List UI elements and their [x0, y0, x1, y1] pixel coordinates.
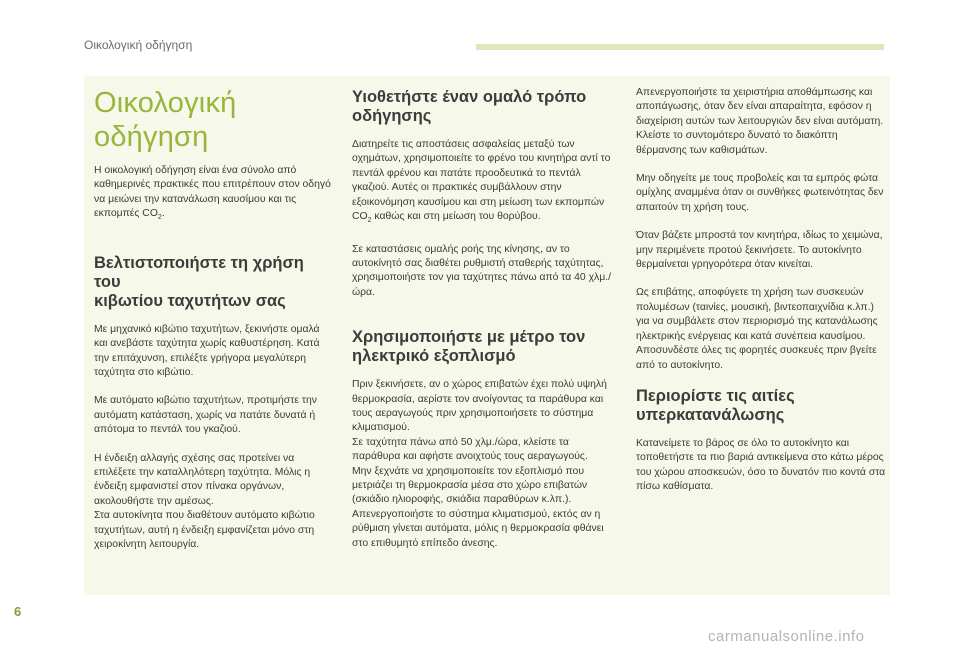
- gear-shift-indicator-paragraph: Η ένδειξη αλλαγής σχέσης σας προτείνει να επιλέξετε την καταλληλότερη ταχύτητα. Μόλις η ένδειξη εμφανιστεί στον πίνακα οργάνων, ακολουθήστε την αμέσως. Στα αυτοκίνητα που διαθέτουν αυτόματο κιβώτιο ταχυτήτων, αυτή η ένδειξη εμφανίζεται μόνο στη χειροκίνητη λειτουργία.: [94, 452, 315, 550]
- weight-distribution-paragraph: Κατανείμετε το βάρος σε όλο το αυτοκίνητο και τοποθετήστε τα πιο βαριά αντικείμενα στο κάτω μέρος του χώρου αποσκευών, όσο το δυνατόν πιο κοντά στα πίσω καθίσματα.: [636, 437, 886, 493]
- column-2: [352, 76, 614, 565]
- safe-distance-paragraph: Διατηρείτε τις αποστάσεις ασφαλείας μεταξύ των οχημάτων, χρησιμοποιείτε το φρένο του κινητήρα αντί το πεντάλ φρένου και πατάτε προοδευτικά το πεντάλ γκαζιού. Αυτές οι πρακτικές συμβάλλουν στην εξοικονόμηση καυσίμου και στη μείωση των εκπομπών $CO_2$ καθώς και στη μείωση του θορύβου.: [352, 139, 611, 225]
- gearbox-heading: Βελτιστοποιήστε τη χρήση του κιβωτίου ταχυτήτων σας: [94, 253, 304, 310]
- column-3: [636, 76, 886, 509]
- headlamps-paragraph: Μην οδηγείτε με τους προβολείς και τα εμπρός φώτα ομίχλης αναμμένα όταν οι συνθήκες φωτεινότητας δεν απαιτούν τη χρήση τους.: [636, 173, 884, 213]
- air-conditioning-paragraph: Πριν ξεκινήσετε, αν ο χώρος επιβατών έχει πολύ υψηλή θερμοκρασία, αερίστε τον ανοίγοντας τα παράθυρα και τους αεραγωγούς πριν χρησιμοποιήσετε το σύστημα κλιματισμού. Σε ταχύτητα πάνω από 50 χλμ./ώρα, κλείστε τα παράθυρα και αφήστε ανοιχτούς τους αεραγωγούς. Μην ξεχνάτε να χρησιμοποιείτε τον εξοπλισμό που μετριάζει τη θερμοκρασία μέσα στο χώρο επιβατών (σκιάδιο ηλιοροφής, σκιάδια παραθύρων κ.λπ.). Απενεργοποιήστε το σύστημα κλιματισμού, εκτός αν η ρύθμιση γίνεται αυτόματα, μόλις η θερμοκρασία φθάνει στο επιθυμητό επίπεδο άνεσης.: [352, 379, 607, 549]
- watermark: carmanualsonline.info: [708, 628, 865, 645]
- electrical-equipment-heading: Χρησιμοποιήστε με μέτρο τον ηλεκτρικό εξοπλισμό: [352, 328, 586, 366]
- automatic-gearbox-paragraph: Με αυτόματο κιβώτιο ταχυτήτων, προτιμήστε την αυτόματη κατάσταση, χωρίς να πατάτε δυνατά ή απότομα το πεντάλ του γκαζιού.: [94, 395, 317, 436]
- smooth-driving-heading: Υιοθετήστε έναν ομαλό τρόπο οδήγησης: [352, 88, 587, 125]
- demisting-paragraph: Απενεργοποιήστε τα χειριστήρια αποθάμπωσης και αποπάγωσης, όταν δεν είναι απαραίτητα, εφόσον η διαχείριση αυτών των λειτουργιών δεν είναι αυτόματη. Κλείστε το συντομότερο δυνατό το διακόπτη θέρμανσης των καθισμάτων.: [636, 87, 884, 156]
- overconsumption-heading: Περιορίστε τις αιτίες υπερκατανάλωσης: [636, 386, 795, 424]
- page-number: 6: [14, 604, 22, 619]
- manual-gearbox-paragraph: Με μηχανικό κιβώτιο ταχυτήτων, ξεκινήστε ομαλά και ανεβάστε ταχύτητα χωρίς καθυστέρηση. Κατά την επιτάχυνση, επιλέξτε γρήγορα μεγαλύτερη ταχύτητα στο κιβώτιο.: [94, 323, 320, 378]
- content-panel: [84, 76, 890, 595]
- header-accent-bar: [476, 44, 884, 50]
- cruise-control-paragraph: Σε καταστάσεις ομαλής ροής της κίνησης, αν το αυτοκίνητό σας διαθέτει ρυθμιστή σταθερής ταχύτητας, χρησιμοποιήστε τον για ταχύτητες πάνω από τα 40 χλμ./ώρα.: [352, 243, 612, 298]
- multimedia-paragraph: Ως επιβάτης, αποφύγετε τη χρήση των συσκευών πολυμέσων (ταινίες, μουσική, βιντεοπαιχνίδια κ.λπ.) για να συμβάλετε στον περιορισμό της κατανάλωσης ηλεκτρικής ενέργειας και κατά συνέπεια καυσίμου. Αποσυνδέστε όλες τις φορητές συσκευές πριν βγείτε από το αυτοκίνητο.: [636, 287, 878, 371]
- page-title: Οικολογική οδήγηση: [94, 87, 237, 153]
- column-1: [94, 76, 334, 566]
- engine-start-paragraph: Όταν βάζετε μπροστά τον κινητήρα, ιδίως το χειμώνα, μην περιμένετε προτού ξεκινήσετε. Το αυτοκίνητο θερμαίνεται γρηγορότερα όταν κινείται.: [636, 230, 883, 271]
- intro-paragraph: Η οικολογική οδήγηση είναι ένα σύνολο από καθημερινές πρακτικές που επιτρέπουν στον οδηγό να μειώνει την κατανάλωση καυσίμου και τις εκπομπές $CO_2$.: [94, 165, 331, 222]
- running-header: Οικολογική οδήγηση: [84, 38, 193, 52]
